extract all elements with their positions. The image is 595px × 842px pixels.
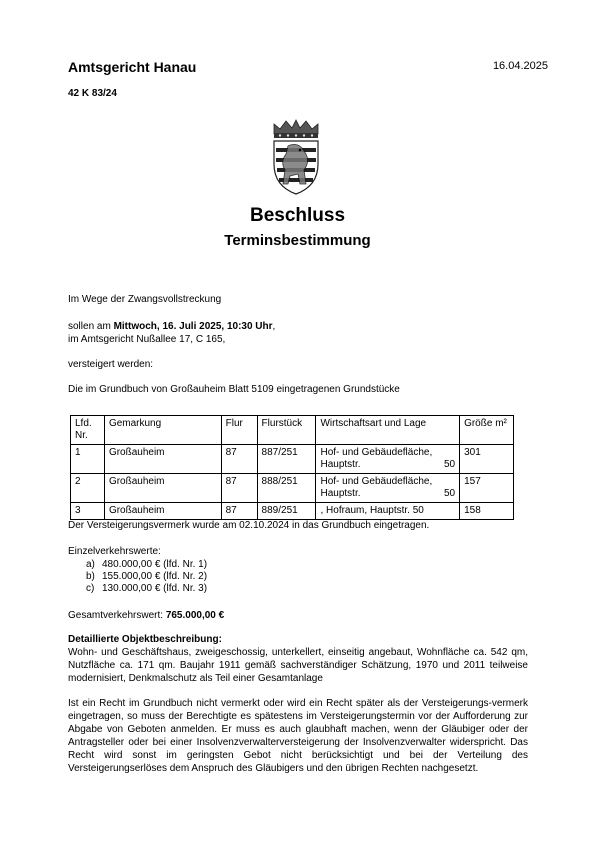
table-cell: 158 bbox=[460, 503, 514, 520]
list-marker: a) bbox=[86, 559, 95, 570]
einzelwert-item bbox=[86, 559, 207, 571]
table-cell: 87 bbox=[221, 503, 257, 520]
table-cell: 2 bbox=[71, 474, 105, 503]
table-header-cell: Flur bbox=[221, 416, 257, 445]
list-marker: c) bbox=[86, 583, 95, 594]
einzelwert-item bbox=[86, 571, 207, 583]
einzelwert-text: 130.000,00 € (lfd. Nr. 3) bbox=[102, 583, 208, 594]
table-cell: 1 bbox=[71, 445, 105, 474]
file-number: 42 K 83/24 bbox=[68, 88, 117, 99]
table-cell: , Hofraum, Hauptstr. 50 bbox=[316, 503, 460, 520]
table-cell: 887/251 bbox=[257, 445, 316, 474]
table-header-cell: Lfd. Nr. bbox=[71, 416, 105, 445]
gesamtwert-label: Gesamtverkehrswert: bbox=[68, 610, 166, 621]
table-header-cell: Größe m² bbox=[460, 416, 514, 445]
table-cell: 87 bbox=[221, 445, 257, 474]
table-row bbox=[71, 503, 514, 520]
auction-text: versteigert werden: bbox=[68, 359, 154, 370]
table-cell: 3 bbox=[71, 503, 105, 520]
list-marker: b) bbox=[86, 571, 95, 582]
table-header-row bbox=[71, 416, 514, 445]
table-cell: 888/251 bbox=[257, 474, 316, 503]
appointment-datetime: Mittwoch, 16. Juli 2025, 10:30 Uhr bbox=[113, 321, 273, 332]
property-table bbox=[70, 415, 514, 520]
table-header-cell: Gemarkung bbox=[104, 416, 221, 445]
table-cell: Großauheim bbox=[104, 474, 221, 503]
appointment-location: im Amtsgericht Nußallee 17, C 165, bbox=[68, 334, 226, 345]
appointment-prefix: sollen am bbox=[68, 321, 114, 332]
grundbuch-text: Die im Grundbuch von Großauheim Blatt 5109 eingetragenen Grundstücke bbox=[68, 384, 400, 395]
table-cell: 157 bbox=[460, 474, 514, 503]
table-header-cell: Wirtschaftsart und Lage bbox=[316, 416, 460, 445]
document-subtitle: Terminsbestimmung bbox=[224, 232, 371, 249]
table-cell: 889/251 bbox=[257, 503, 316, 520]
vermerk-text: Der Versteigerungsvermerk wurde am 02.10.2024 in das Grundbuch eingetragen. bbox=[68, 520, 430, 531]
coat-of-arms-icon bbox=[266, 118, 326, 196]
document-title: Beschluss bbox=[249, 205, 346, 226]
einzelwert-text: 480.000,00 € (lfd. Nr. 1) bbox=[102, 559, 208, 570]
gesamtwert-value: 765.000,00 € bbox=[165, 610, 225, 621]
table-cell: Hof- und Gebäudefläche, Hauptstr. 50 bbox=[316, 474, 460, 503]
appointment-line bbox=[68, 320, 275, 333]
table-cell: 87 bbox=[221, 474, 257, 503]
einzelwerte-label: Einzelverkehrswerte: bbox=[68, 546, 161, 557]
objekt-description: Wohn- und Geschäftshaus, zweigeschossig, unterkellert, einseitig angebaut, Wohnfläche ca. 542 qm, Nutzfläche ca. 171 qm. Baujahr 1911 gemäß sachverständiger Schätzung, 1970 und 2011 teilweise modernisiert, Denkmalschutz als Teil einer Gesamtanlage bbox=[68, 647, 528, 684]
intro-text: Im Wege der Zwangsvollstreckung bbox=[68, 294, 222, 305]
einzelwert-item bbox=[86, 583, 207, 595]
appointment-suffix: , bbox=[272, 321, 276, 332]
document-date: 16.04.2025 bbox=[492, 60, 548, 72]
legal-notice: Ist ein Recht im Grundbuch nicht vermerkt oder wird ein Recht später als der Versteigerungs-vermerk eingetragen, so muss der Berechtigte es spätestens im Versteigerungstermin vor der Aufforderung zur Abgabe von Geboten anmelden. Er muss es auch glaubhaft machen, wenn der Gläubiger oder der Antragsteller oder bei einer Insolvenzverwalterversteigerung der Insolvenzverwalter widerspricht. Das Recht wird sonst im geringsten Gebot nicht berücksichtigt und bei der Verteilung des Versteigerungserlöses dem Anspruch des Gläubigers und den übrigen Rechten nachgesetzt. bbox=[68, 698, 528, 774]
gesamtwert-line bbox=[68, 609, 224, 622]
table-row bbox=[71, 474, 514, 503]
table-cell: Großauheim bbox=[104, 445, 221, 474]
table-row bbox=[71, 445, 514, 474]
table-cell: Großauheim bbox=[104, 503, 221, 520]
table-cell: 301 bbox=[460, 445, 514, 474]
table-header-cell: Flurstück bbox=[257, 416, 316, 445]
einzelwert-text: 155.000,00 € (lfd. Nr. 2) bbox=[102, 571, 208, 582]
table-cell: Hof- und Gebäudefläche, Hauptstr. 50 bbox=[316, 445, 460, 474]
objekt-heading: Detaillierte Objektbeschreibung: bbox=[68, 634, 222, 645]
court-name: Amtsgericht Hanau bbox=[68, 59, 197, 75]
